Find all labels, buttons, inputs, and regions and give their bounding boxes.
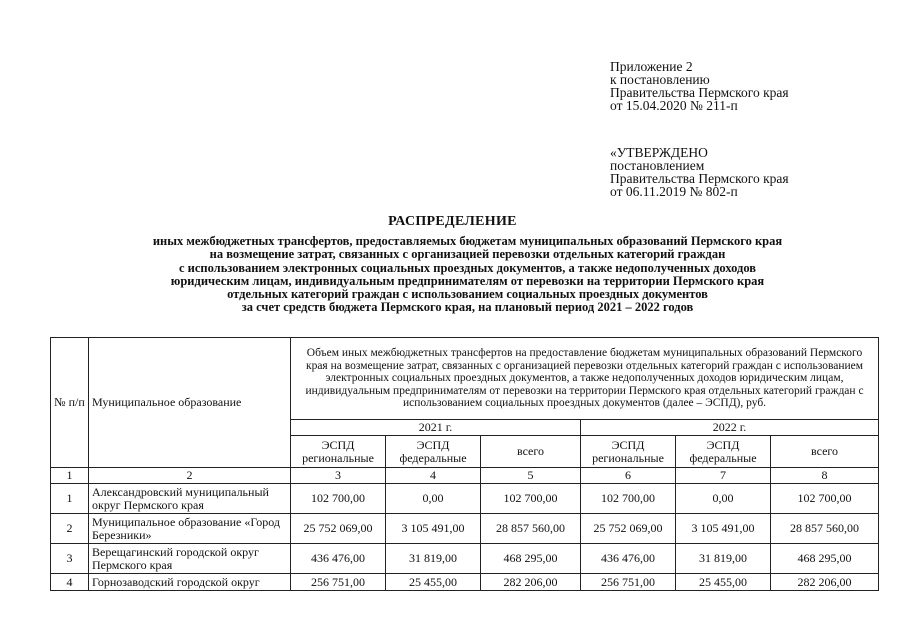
document-title: РАСПРЕДЕЛЕНИЕ (388, 214, 517, 229)
appendix-reference (610, 60, 880, 112)
column-number: 5 (481, 468, 581, 484)
appendix-line: Правительства Пермского края (610, 85, 789, 100)
value-cell: 102 700,00 (481, 484, 581, 514)
value-cell: 25 752 069,00 (291, 514, 386, 544)
value-cell: 102 700,00 (291, 484, 386, 514)
header-year-2022: 2022 г. (581, 420, 879, 436)
approved-line: постановлением (610, 158, 705, 173)
value-cell: 31 819,00 (676, 544, 771, 574)
municipality-name: Александровский муниципальный округ Пермского края (89, 484, 291, 514)
municipality-name: Верещагинский городской округ Пермского края (89, 544, 291, 574)
value-cell: 28 857 560,00 (771, 514, 879, 544)
column-number: 7 (676, 468, 771, 484)
header-year-2021: 2021 г. (291, 420, 581, 436)
column-number: 1 (51, 468, 89, 484)
value-cell: 436 476,00 (581, 544, 676, 574)
value-cell: 25 752 069,00 (581, 514, 676, 544)
column-number-row (51, 468, 879, 484)
row-number: 1 (51, 484, 89, 514)
header-total-2022: всего (771, 436, 879, 468)
table-row (51, 484, 879, 514)
document-subtitle (60, 235, 875, 315)
value-cell: 282 206,00 (481, 574, 581, 591)
subtitle-line: иных межбюджетных трансфертов, предоставляемых бюджетам муниципальных образований Пермского края (152, 234, 783, 248)
appendix-line: от 15.04.2020 № 211-п (610, 98, 738, 113)
header-row-number: № п/п (51, 338, 89, 468)
value-cell: 0,00 (676, 484, 771, 514)
row-number: 4 (51, 574, 89, 591)
value-cell: 468 295,00 (771, 544, 879, 574)
approved-line: «УТВЕРЖДЕНО (610, 145, 708, 160)
table-row (51, 544, 879, 574)
value-cell: 28 857 560,00 (481, 514, 581, 544)
column-number: 8 (771, 468, 879, 484)
value-cell: 25 455,00 (386, 574, 481, 591)
header-transfer-volume: Объем иных межбюджетных трансфертов на предоставление бюджетам муниципальных образований Пермского края на возмещение затрат, связанных с организацией перевозки отдельных категорий граждан с использованием электронных социальных проездных документов, а также недополученных доходов юридическим лицам, индивидуальным предпринимателям от перевозки на территории Пермского края отдельных категорий граждан с использованием социальных проездных документов (далее – ЭСПД), руб. (291, 338, 879, 420)
table-row (51, 574, 879, 591)
header-federal-2021: ЭСПД федеральные (386, 436, 481, 468)
row-number: 2 (51, 514, 89, 544)
table-row (51, 514, 879, 544)
column-number: 4 (386, 468, 481, 484)
value-cell: 102 700,00 (581, 484, 676, 514)
column-number: 3 (291, 468, 386, 484)
value-cell: 282 206,00 (771, 574, 879, 591)
value-cell: 102 700,00 (771, 484, 879, 514)
value-cell: 436 476,00 (291, 544, 386, 574)
subtitle-line: юридическим лицам, индивидуальным предпринимателям от перевозки на территории Пермского края (170, 273, 765, 288)
value-cell: 3 105 491,00 (386, 514, 481, 544)
header-municipality: Муниципальное образование (89, 338, 291, 468)
subtitle-line: отдельных категорий граждан с использованием социальных проездных документов (227, 287, 708, 302)
value-cell: 31 819,00 (386, 544, 481, 574)
value-cell: 256 751,00 (291, 574, 386, 591)
value-cell: 3 105 491,00 (676, 514, 771, 544)
approved-line: Правительства Пермского края (610, 171, 789, 186)
row-number: 3 (51, 544, 89, 574)
value-cell: 0,00 (386, 484, 481, 514)
header-regional-2022: ЭСПД региональные (581, 436, 676, 468)
header-federal-2022: ЭСПД федеральные (676, 436, 771, 468)
appendix-line: Приложение 2 (610, 59, 693, 74)
value-cell: 256 751,00 (581, 574, 676, 591)
column-number: 6 (581, 468, 676, 484)
distribution-table (50, 337, 879, 591)
approved-line: от 06.11.2019 № 802-п (610, 184, 738, 199)
value-cell: 25 455,00 (676, 574, 771, 591)
municipality-name: Муниципальное образование «Город Березники» (89, 514, 291, 544)
municipality-name: Горнозаводский городской округ (89, 574, 291, 591)
approved-stamp-text (610, 146, 880, 198)
approval-block (610, 60, 880, 198)
header-total-2021: всего (481, 436, 581, 468)
appendix-line: к постановлению (610, 72, 710, 87)
column-number: 2 (89, 468, 291, 484)
value-cell: 468 295,00 (481, 544, 581, 574)
header-regional-2021: ЭСПД региональные (291, 436, 386, 468)
subtitle-line: за счет средств бюджета Пермского края, на плановый период 2021 – 2022 годов (241, 300, 694, 315)
subtitle-line: с использованием электронных социальных проездных документов, а также недополученных доходов (178, 260, 757, 275)
subtitle-line: на возмещение затрат, связанных с организацией перевозки отдельных категорий граждан (209, 247, 726, 262)
